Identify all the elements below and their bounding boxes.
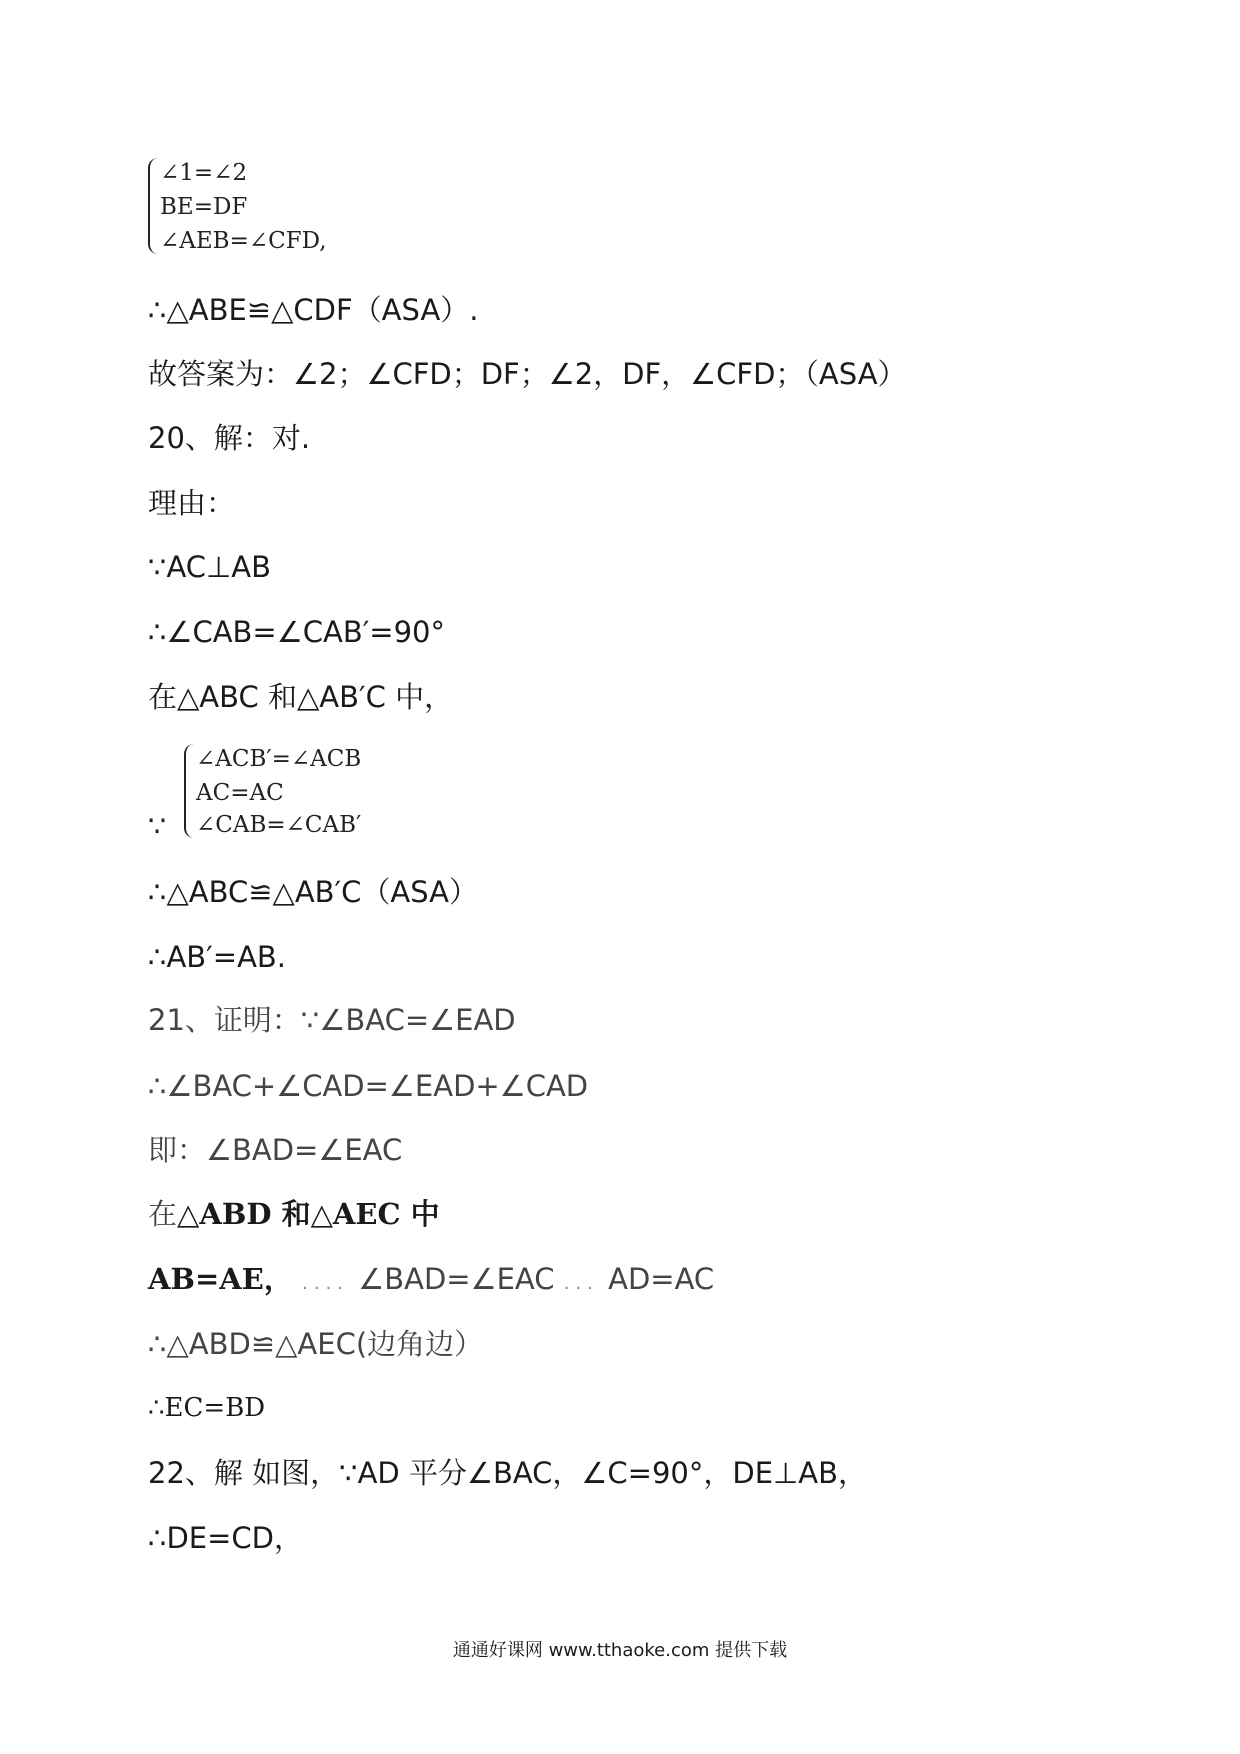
system-2-row-2: AC=AC xyxy=(196,780,284,806)
text-line-5: ∵AC⊥AB xyxy=(148,550,272,584)
because-symbol: ∵ xyxy=(148,809,167,843)
text-line-16: ∴EC=BD xyxy=(148,1393,266,1423)
system-1-row-3: ∠AEB=∠CFD, xyxy=(160,228,327,254)
system-2-row-3: ∠CAB=∠CAB′ xyxy=(196,812,362,838)
text-line-11: ∴∠BAC+∠CAD=∠EAD+∠CAD xyxy=(148,1069,589,1103)
left-brace xyxy=(184,744,194,838)
text-line-1: ∴△ABE≌△CDF（ASA）. xyxy=(148,293,479,327)
system-1-row-2: BE=DF xyxy=(160,194,248,220)
text-line-17: 22、解 如图，∵AD 平分∠BAC，∠C=90°，DE⊥AB， xyxy=(148,1456,868,1490)
text-line-18: ∴DE=CD， xyxy=(148,1521,303,1555)
text-line-14 xyxy=(148,1262,715,1296)
text-line-13 xyxy=(148,1197,440,1231)
text-line-13-main: △ABD 和△AEC 中 xyxy=(177,1197,440,1231)
system-2-row-1: ∠ACB′=∠ACB xyxy=(196,746,362,772)
text-line-2: 故答案为：∠2；∠CFD；DF；∠2，DF，∠CFD；（ASA） xyxy=(148,357,907,391)
text-line-6: ∴∠CAB=∠CAB′=90° xyxy=(148,615,445,649)
text-line-13-prefix: 在 xyxy=(148,1197,178,1231)
left-brace xyxy=(148,158,158,254)
text-line-14-part-a: AB=AE， xyxy=(148,1262,293,1296)
text-line-10: 21、证明：∵∠BAC=∠EAD xyxy=(148,1003,516,1037)
text-line-9: ∴AB′=AB. xyxy=(148,940,287,974)
text-line-8: ∴△ABC≌△AB′C（ASA） xyxy=(148,875,479,909)
page-footer: 通通好课网 www.tthaoke.com 提供下载 xyxy=(452,1640,788,1661)
text-line-4: 理由： xyxy=(148,486,236,520)
dot-leader: ... xyxy=(563,1273,599,1294)
text-line-15: ∴△ABD≌△AEC(边角边） xyxy=(148,1327,484,1361)
system-1-row-1: ∠1=∠2 xyxy=(160,160,248,186)
text-line-7: 在△ABC 和△AB′C 中， xyxy=(148,680,454,714)
text-line-14-part-c: AD=AC xyxy=(608,1262,715,1296)
text-line-14-part-b: ∠BAD=∠EAC xyxy=(358,1262,555,1296)
text-line-12: 即：∠BAD=∠EAC xyxy=(148,1133,403,1167)
dot-leader: .... xyxy=(302,1273,350,1294)
text-line-3: 20、解：对. xyxy=(148,421,311,455)
